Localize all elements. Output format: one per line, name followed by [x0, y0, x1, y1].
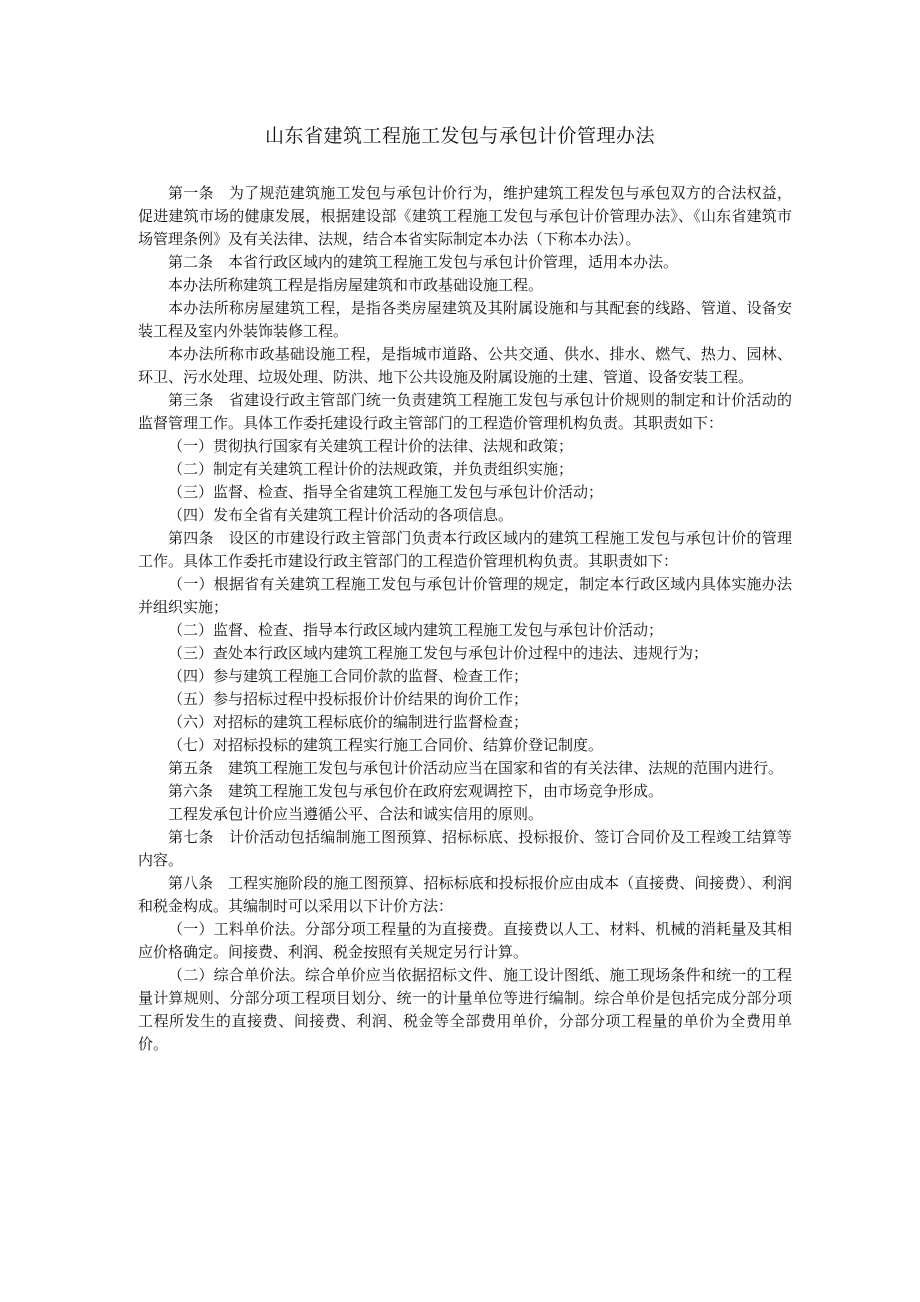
- article-3-item-1: （一）贯彻执行国家有关建筑工程计价的法律、法规和政策；: [168, 437, 574, 455]
- document-body: [138, 182, 792, 1056]
- article-4-item-4: （四）参与建筑工程施工合同价款的监督、检查工作；: [168, 667, 529, 685]
- article-2-para-2: 本办法所称建筑工程是指房屋建筑和市政基础设施工程。: [168, 276, 544, 294]
- article-7: 第七条 计价活动包括编制施工图预算、招标标底、投标报价、签订合同价及工程竣工结算等内容。: [138, 828, 792, 869]
- article-6-para-2: 工程发承包计价应当遵循公平、合法和诚实信用的原则。: [168, 805, 544, 823]
- article-4-item-5: （五）参与招标过程中投标报价计价结果的询价工作；: [168, 690, 529, 708]
- article-4-item-1: （一）根据省有关建筑工程施工发包与承包计价管理的规定，制定本行政区域内具体实施办法并组织实施；: [138, 575, 792, 616]
- article-2: 第二条 本省行政区域内的建筑工程施工发包与承包计价管理，适用本办法。: [168, 253, 679, 271]
- article-2-para-3: 本办法所称房屋建筑工程，是指各类房屋建筑及其附属设施和与其配套的线路、管道、设备安装工程及室内外装饰装修工程。: [138, 299, 792, 340]
- article-3-item-3: （三）监督、检查、指导全省建筑工程施工发包与承包计价活动；: [168, 483, 604, 501]
- article-4-item-3: （三）查处本行政区域内建筑工程施工发包与承包计价过程中的违法、违规行为；: [168, 644, 709, 662]
- article-3-item-4: （四）发布全省有关建筑工程计价活动的各项信息。: [168, 506, 514, 524]
- article-4-item-7: （七）对招标投标的建筑工程实行施工合同价、结算价登记制度。: [168, 736, 604, 754]
- article-3: 第三条 省建设行政主管部门统一负责建筑工程施工发包与承包计价规则的制定和计价活动的监督管理工作。具体工作委托建设行政主管部门的工程造价管理机构负责。其职责如下：: [138, 391, 792, 432]
- article-1: 第一条 为了规范建筑施工发包与承包计价行为，维护建筑工程发包与承包双方的合法权益，促进建筑市场的健康发展，根据建设部《建筑工程施工发包与承包计价管理办法》、《山东省建筑市场管理条例》及有关法律、法规，结合本省实际制定本办法（下称本办法）。: [138, 184, 792, 248]
- article-8-item-2: （二）综合单价法。综合单价应当依据招标文件、施工设计图纸、施工现场条件和统一的工程量计算规则、分部分项工程项目划分、统一的计量单位等进行编制。综合单价是包括完成分部分项工程所发生的直接费、间接费、利润、税金等全部费用单价，分部分项工程量的单价为全费用单价。: [138, 966, 792, 1053]
- article-2-para-4: 本办法所称市政基础设施工程，是指城市道路、公共交通、供水、排水、燃气、热力、园林、环卫、污水处理、垃圾处理、防洪、地下公共设施及附属设施的土建、管道、设备安装工程。: [138, 345, 792, 386]
- article-5: 第五条 建筑工程施工发包与承包计价活动应当在国家和省的有关法律、法规的范围内进行。: [168, 759, 784, 777]
- article-4-item-6: （六）对招标的建筑工程标底价的编制进行监督检查；: [168, 713, 529, 731]
- article-8-item-1: （一）工料单价法。分部分项工程量的为直接费。直接费以人工、材料、机械的消耗量及其相应价格确定。间接费、利润、税金按照有关规定另行计算。: [138, 920, 792, 961]
- article-6: 第六条 建筑工程施工发包与承包价在政府宏观调控下，由市场竞争形成。: [168, 782, 664, 800]
- article-8: 第八条 工程实施阶段的施工图预算、招标标底和投标报价应由成本（直接费、间接费）、利润和税金构成。其编制时可以采用以下计价方法：: [138, 874, 792, 915]
- article-3-item-2: （二）制定有关建筑工程计价的法规政策，并负责组织实施；: [168, 460, 574, 478]
- document-title: 山东省建筑工程施工发包与承包计价管理办法: [264, 125, 655, 147]
- article-4-item-2: （二）监督、检查、指导本行政区域内建筑工程施工发包与承包计价活动；: [168, 621, 664, 639]
- article-4: 第四条 设区的市建设行政主管部门负责本行政区域内的建筑工程施工发包与承包计价的管理工作。具体工作委托市建设行政主管部门的工程造价管理机构负责。其职责如下：: [138, 529, 792, 570]
